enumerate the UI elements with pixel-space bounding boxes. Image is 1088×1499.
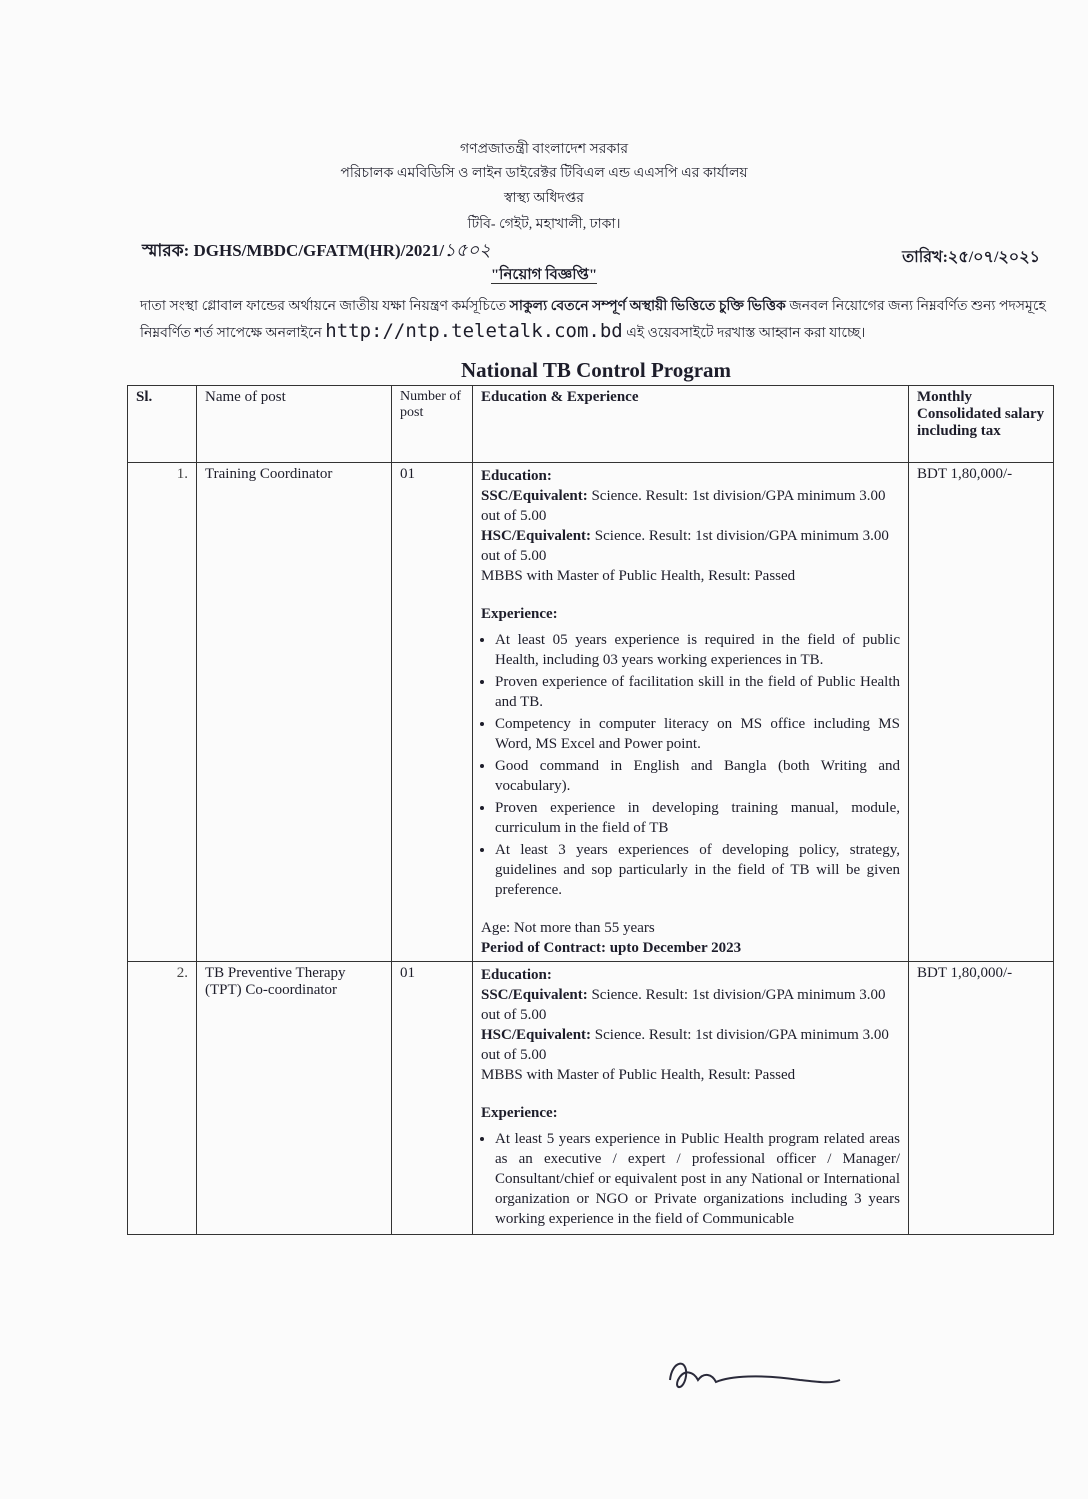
posts-table [127, 385, 1054, 1235]
memo-ref: DGHS/MBDC/GFATM(HR)/2021/ [193, 241, 445, 260]
intro-paragraph: দাতা সংস্থা গ্লোবাল ফান্ডের অর্থায়নে জাতীয় যক্ষা নিয়ন্ত্রণ কর্মসূচিতে সাকুল্য বেতনে সম্পূর্ণ অস্থায়ী ভিত্তিতে চুক্তি ভিত্তিক জনবল নিয়োগের জন্য নিম্নবর্ণিত শুন্য পদসমূহে নিম্নবর্ণিত শর্ত সাপেক্ষে অনলাইনে http://ntp.teletalk.com.bd এই ওয়েবসাইটে দরখাস্ত আহ্বান করা যাচ্ছে। [140, 299, 1046, 342]
row-post-count: 01 [392, 463, 473, 962]
application-url[interactable]: http://ntp.teletalk.com.bd [325, 320, 623, 342]
memo-number: ১৫০২ [444, 240, 491, 260]
list-item: • Proven experience of facilitation skill in the field of Public Health and TB. [495, 672, 900, 712]
signature [660, 1350, 850, 1400]
row-education: Education: SSC/Equivalent: Science. Result: 1st division/GPA minimum 3.00 out of 5.00 HSC/Equivalent: Science. Result: 1st division/GPA minimum 3.00 out of 5.00 MBBS with Master of Public Health, Result: Passed Experience: • At least 05 years experience is required in the field of public Health, including 03 years working experiences in TB. • Proven experience of facilitation skill in the field of Public Health and TB. • Competency in computer literacy on MS office including MS Word, MS Excel and Power point. • Good command in English and Bangla (both Writing and vocabulary). • Proven experience in developing training manual, module, curriculum in the field of TB • At least 3 years experiences of developing policy, strategy, guidelines and sop particularly in the field of TB will be given preference. Age: Not more than 55 years Period of Contract: upto December 2023 [473, 463, 909, 962]
table-row [128, 962, 1054, 1235]
list-item: • At least 05 years experience is required in the field of public Health, including 03 years working experiences in TB. [495, 630, 900, 670]
memo-label: স্মারক: [142, 241, 190, 260]
table-row [128, 463, 1054, 962]
age-limit: Age: Not more than 55 years [481, 920, 655, 936]
program-title: National TB Control Program [460, 358, 732, 382]
row-post-name: TB Preventive Therapy (TPT) Co-coordinator [197, 962, 392, 1235]
header-salary: Monthly Consolidated salary including tax [909, 386, 1054, 463]
office-address: টিবি- গেইট, মহাখালী, ঢাকা। [467, 217, 621, 232]
list-item: • Good command in English and Bangla (both Writing and vocabulary). [495, 756, 900, 796]
header-edu: Education & Experience [473, 386, 909, 463]
notice-date: তারিখ:২৫/০৭/২০২১ [902, 249, 1040, 266]
row-post-name: Training Coordinator [197, 463, 392, 962]
experience-list [481, 630, 900, 900]
row-salary: BDT 1,80,000/- [909, 962, 1054, 1235]
table-header-row [128, 386, 1054, 463]
experience-list [481, 1129, 900, 1229]
govt-title: গণপ্রজাতন্ত্রী বাংলাদেশ সরকার [459, 142, 629, 157]
office-title: পরিচালক এমবিডিসি ও লাইন ডাইরেক্টর টিবিএল এন্ড এএসপি এর কার্যালয় [340, 166, 748, 181]
row-post-count: 01 [392, 962, 473, 1235]
notice-title: "নিয়োগ বিজ্ঞপ্তি" [490, 267, 598, 283]
row-education: Education: SSC/Equivalent: Science. Result: 1st division/GPA minimum 3.00 out of 5.00 HSC/Equivalent: Science. Result: 1st division/GPA minimum 3.00 out of 5.00 MBBS with Master of Public Health, Result: Passed Experience: • At least 5 years experience in Public Health program related areas as an executive / expert / professional officer / Manager/ Consultant/chief or equivalent post in any National or International organization or NGO or Private organizations including 3 years working experience in the field of Communicable [473, 962, 909, 1235]
list-item: • Proven experience in developing training manual, module, curriculum in the field of TB [495, 798, 900, 838]
directorate-title: স্বাস্থ্য অধিদপ্তর [504, 191, 584, 206]
row-salary: BDT 1,80,000/- [909, 463, 1054, 962]
row-sl: 1. [128, 463, 197, 962]
contract-period: Period of Contract: upto December 2023 [481, 940, 742, 956]
list-item: • At least 3 years experiences of developing policy, strategy, guidelines and sop particularly in the field of TB will be given preference. [495, 840, 900, 900]
row-sl: 2. [128, 962, 197, 1235]
header-sl: Sl. [128, 386, 197, 463]
header-name: Name of post [197, 386, 392, 463]
list-item: • At least 5 years experience in Public Health program related areas as an executive / expert / professional officer / Manager/ Consultant/chief or equivalent post in any National or International organization or NGO or Private organizations including 3 years working experience in the field of Communicable [495, 1129, 900, 1229]
header-number: Number of post [392, 386, 473, 463]
list-item: • Competency in computer literacy on MS office including MS Word, MS Excel and Power point. [495, 714, 900, 754]
